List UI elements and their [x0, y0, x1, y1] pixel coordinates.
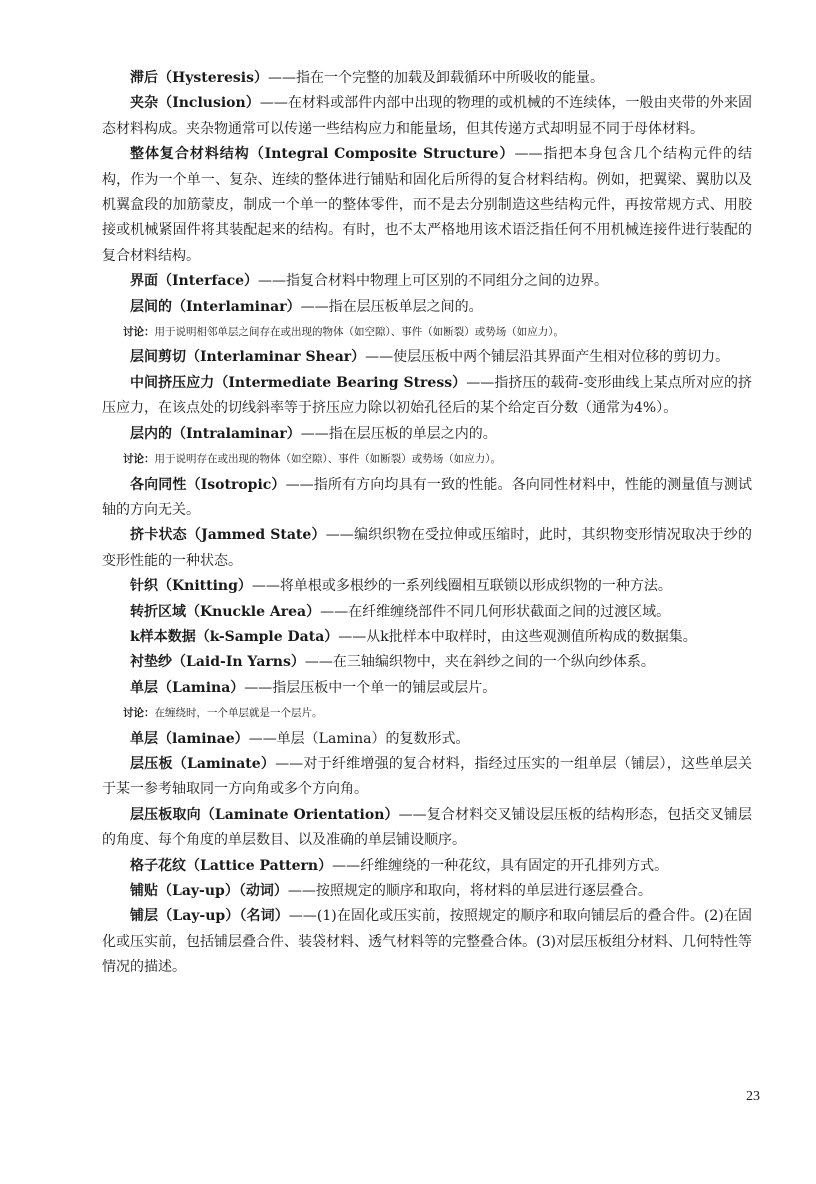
glossary-definition: ——从k批样本中取样时，由这些观测值所构成的数据集。 — [338, 628, 697, 645]
glossary-definition: ——指在一个完整的加载及卸载循环中所吸收的能量。 — [267, 70, 604, 86]
discussion-note — [102, 320, 752, 345]
glossary-term: 铺层（Lay-up）（名词） — [130, 908, 289, 925]
glossary-term: 格子花纹（Lattice Pattern） — [130, 857, 333, 874]
glossary-entry — [102, 371, 752, 422]
glossary-term: 单层（laminae） — [130, 730, 249, 747]
discussion-note — [102, 701, 752, 726]
discussion-label: 讨论： — [123, 707, 155, 720]
glossary-term: 单层（Lamina） — [130, 679, 245, 696]
glossary-entry — [102, 904, 752, 980]
glossary-entry — [102, 142, 752, 269]
glossary-definition: ——指在层压板的单层之内的。 — [300, 425, 497, 442]
glossary-list — [102, 66, 752, 981]
discussion-text: 用于说明相邻单层之间存在或出现的物体（如空隙）、事件（如断裂）或势场（如应力）。 — [154, 326, 564, 339]
glossary-term: 各向同性（Isotropic） — [130, 476, 286, 493]
glossary-definition: ——使层压板中两个铺层沿其界面产生相对位移的剪切力。 — [365, 349, 730, 366]
glossary-term: 中间挤压应力（Intermediate Bearing Stress） — [130, 374, 467, 391]
glossary-term: 层压板取向（Laminate Orientation） — [130, 806, 399, 823]
glossary-definition: ——在材料或部件内部中出现的物理的或机械的不连续体，一般由夹带的外来固态材料构成。夹杂物通常可以传递一些结构应力和能量场，但其传递方式却明显不同于母体材料。 — [102, 95, 753, 137]
discussion-note — [102, 447, 752, 472]
glossary-definition: ——复合材料交叉铺设层压板的结构形态，包括交叉铺层的角度、每个角度的单层数目、以及准确的单层铺设顺序。 — [102, 806, 752, 849]
glossary-definition: ——指层压板中一个单一的铺层或层片。 — [244, 679, 497, 696]
glossary-definition: ——纤维缠绕的一种花纹，具有固定的开孔排列方式。 — [332, 857, 669, 874]
glossary-definition: ——单层（Lamina）的复数形式。 — [248, 730, 470, 747]
glossary-entry — [102, 295, 752, 320]
glossary-entry — [102, 473, 752, 524]
glossary-term: 衬垫纱（Laid-In Yarns） — [130, 654, 305, 671]
glossary-term: 挤卡状态（Jammed State） — [130, 527, 326, 544]
glossary-definition: ——将单根或多根纱的一系列线圈相互联锁以形成织物的一种方法。 — [251, 578, 672, 595]
discussion-label: 讨论： — [123, 453, 155, 466]
glossary-definition: ——指所有方向均具有一致的性能。各向同性材料中，性能的测量值与测试轴的方向无关。 — [102, 476, 752, 518]
glossary-definition: ——指复合材料中物理上可区别的不同组分之间的边界。 — [258, 273, 609, 290]
glossary-term: 层间的（Interlaminar） — [130, 298, 301, 315]
glossary-definition: ——对于纤维增强的复合材料，指经过压实的一组单层（铺层），这些单层关于某一参考轴取同一方向角或多个方向角。 — [102, 755, 753, 798]
glossary-entry — [102, 650, 752, 675]
glossary-entry — [102, 803, 752, 854]
page-number: 23 — [746, 1089, 760, 1104]
glossary-definition: ——编织织物在受拉伸或压缩时，此时，其织物变形情况取决于纱的变形性能的一种状态。 — [102, 527, 753, 569]
glossary-term: 界面（Interface） — [130, 273, 259, 290]
glossary-entry — [102, 91, 752, 142]
glossary-entry — [102, 879, 752, 904]
glossary-term: 铺贴（Lay-up）（动词） — [130, 883, 288, 899]
glossary-term: 层内的（Intralaminar） — [130, 425, 301, 442]
discussion-text: 在缠绕时，一个单层就是一个层片。 — [154, 707, 323, 720]
glossary-entry — [102, 727, 752, 752]
glossary-term: 整体复合材料结构（Integral Composite Structure） — [130, 146, 515, 163]
glossary-entry — [102, 345, 752, 370]
glossary-entry — [102, 854, 752, 879]
glossary-entry — [102, 422, 752, 447]
glossary-entry — [102, 523, 752, 574]
discussion-label: 讨论： — [123, 326, 155, 339]
glossary-term: k样本数据（k-Sample Data） — [130, 628, 339, 645]
glossary-entry — [102, 269, 752, 294]
glossary-definition: ——指挤压的载荷-变形曲线上某点所对应的挤压应力，在该点处的切线斜率等于挤压应力除以初始孔径后的某个给定百分数（通常为4%）。 — [102, 374, 752, 417]
glossary-definition: ——在纤维缠绕部件不同几何形状截面之间的过渡区域。 — [320, 603, 671, 620]
glossary-term: 层间剪切（Interlaminar Shear） — [130, 349, 366, 366]
glossary-entry — [102, 574, 752, 599]
glossary-entry — [102, 676, 752, 701]
glossary-term: 夹杂（Inclusion） — [130, 95, 260, 112]
glossary-entry — [102, 66, 752, 91]
discussion-text: 用于说明存在或出现的物体（如空隙）、事件（如断裂）或势场（如应力）。 — [154, 453, 501, 466]
glossary-term: 层压板（Laminate） — [130, 755, 276, 772]
glossary-entry — [102, 600, 752, 625]
glossary-term: 针织（Knitting） — [130, 578, 252, 595]
glossary-entry — [102, 752, 752, 803]
glossary-term: 滞后（Hysteresis） — [130, 70, 268, 86]
glossary-definition: ——按照规定的顺序和取向，将材料的单层进行逐层叠合。 — [287, 883, 652, 899]
glossary-term: 转折区域（Knuckle Area） — [130, 603, 321, 620]
glossary-entry — [102, 625, 752, 650]
glossary-definition: ——指把本身包含几个结构元件的结构，作为一个单一、复杂、连续的整体进行铺贴和固化后所得的复合材料结构。例如，把翼梁、翼肋以及机翼盒段的加筋蒙皮，制成一个单一的整体零件，而不是去分别制造这些结构元件，再按常规方式、用胶接或机械紧固件将其装配起来的结构。有时，也不太严格地用该术语泛指任何不用机械连接件进行装配的复合材料结构。 — [102, 146, 753, 264]
glossary-definition: ——指在层压板单层之间的。 — [300, 298, 483, 315]
glossary-definition: ——在三轴编织物中，夹在斜纱之间的一个纵向纱体系。 — [304, 654, 655, 671]
glossary-definition: ——(1)在固化或压实前，按照规定的顺序和取向铺层后的叠合件。(2)在固化或压实前，包括铺层叠合件、装袋材料、透气材料等的完整叠合体。(3)对层压板组分材料、几何特性等情况的描述。 — [102, 908, 753, 976]
